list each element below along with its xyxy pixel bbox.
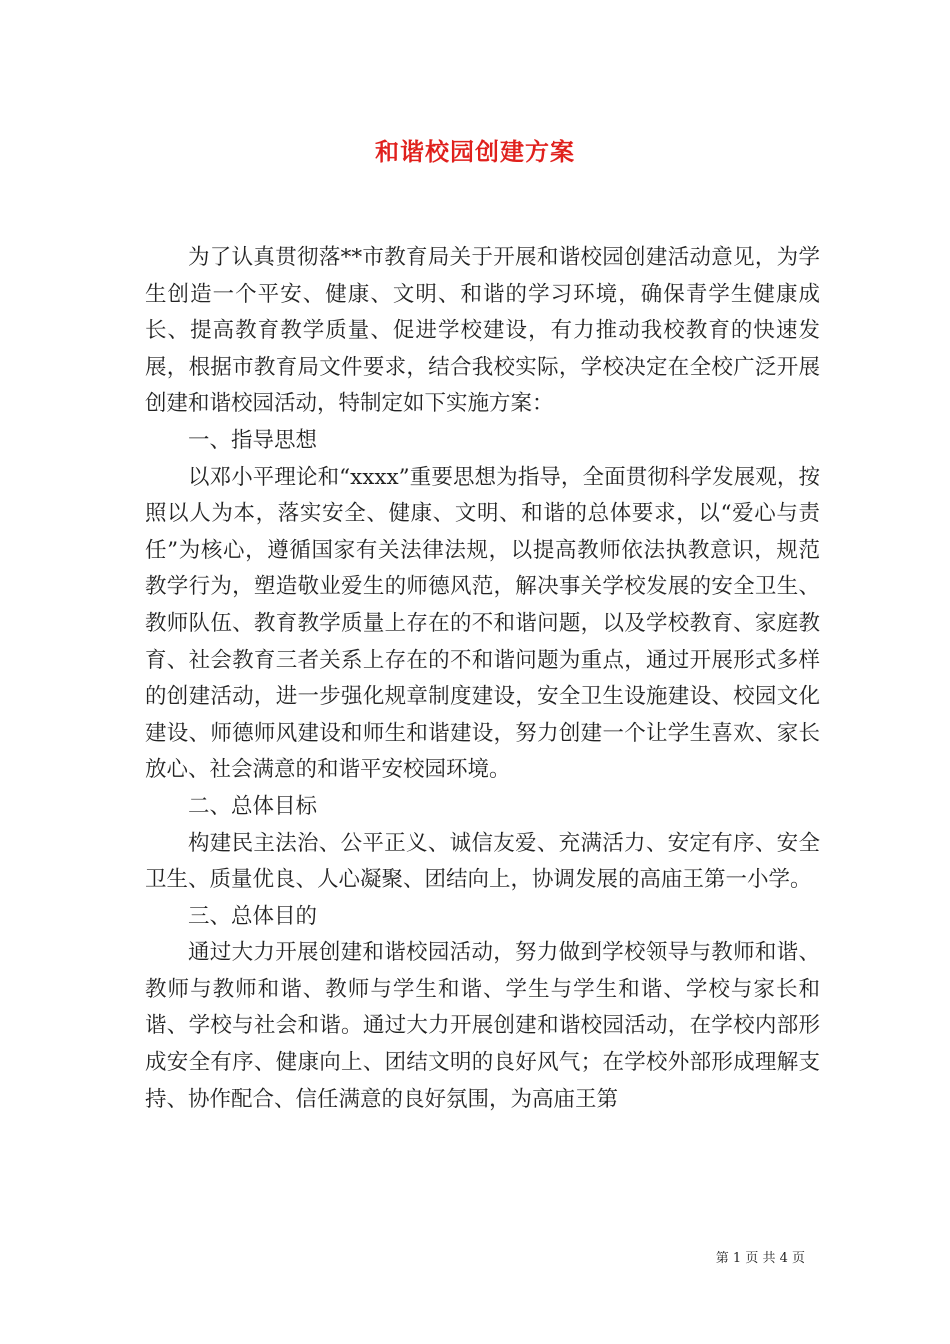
document-title: 和谐校园创建方案	[375, 137, 575, 166]
overall-goal-paragraph: 构建民主法治、公平正义、诚信友爱、充满活力、安定有序、安全卫生、质量优良、人心凝聚、团结向上，协调发展的高庙王第一小学。	[145, 830, 820, 893]
overall-purpose-paragraph: 通过大力开展创建和谐校园活动，努力做到学校领导与教师和谐、教师与教师和谐、教师与学生和谐、学生与学生和谐、学校与家长和谐、学校与社会和谐。通过大力开展创建和谐校园活动，在学校内部形成安全有序、健康向上、团结文明的良好风气；在学校外部形成理解支持、协作配合、信任满意的良好氛围，为高庙王第	[145, 940, 820, 1112]
page-number-footer: 第 1 页 共 4 页	[715, 1251, 805, 1266]
section-heading-overall-purpose: 三、总体目的	[188, 903, 318, 929]
guiding-ideology-paragraph: 以邓小平理论和“xxxx”重要思想为指导，全面贯彻科学发展观，按照以人为本，落实安全、健康、文明、和谐的总体要求，以“爱心与责任”为核心，遵循国家有关法律法规，以提高教师依法执教意识，规范教学行为，塑造敬业爱生的师德风范，解决事关学校发展的安全卫生、教师队伍、教育教学质量上存在的不和谐问题，以及学校教育、家庭教育、社会教育三者关系上存在的不和谐问题为重点，通过开展形式多样的创建活动，进一步强化规章制度建设，安全卫生设施建设、校园文化建设、师德师风建设和师生和谐建设，努力创建一个让学生喜欢、家长放心、社会满意的和谐平安校园环境。	[145, 464, 820, 783]
section-heading-overall-goal: 二、总体目标	[188, 793, 318, 819]
intro-paragraph: 为了认真贯彻落**市教育局关于开展和谐校园创建活动意见，为学生创造一个平安、健康、文明、和谐的学习环境，确保青学生健康成长、提高教育教学质量、促进学校建设，有力推动我校教育的快速发展，根据市教育局文件要求，结合我校实际，学校决定在全校广泛开展创建和谐校园活动，特制定如下实施方案：	[145, 245, 820, 417]
document-body	[145, 240, 820, 1118]
section-heading-guiding-ideology: 一、指导思想	[188, 427, 318, 453]
